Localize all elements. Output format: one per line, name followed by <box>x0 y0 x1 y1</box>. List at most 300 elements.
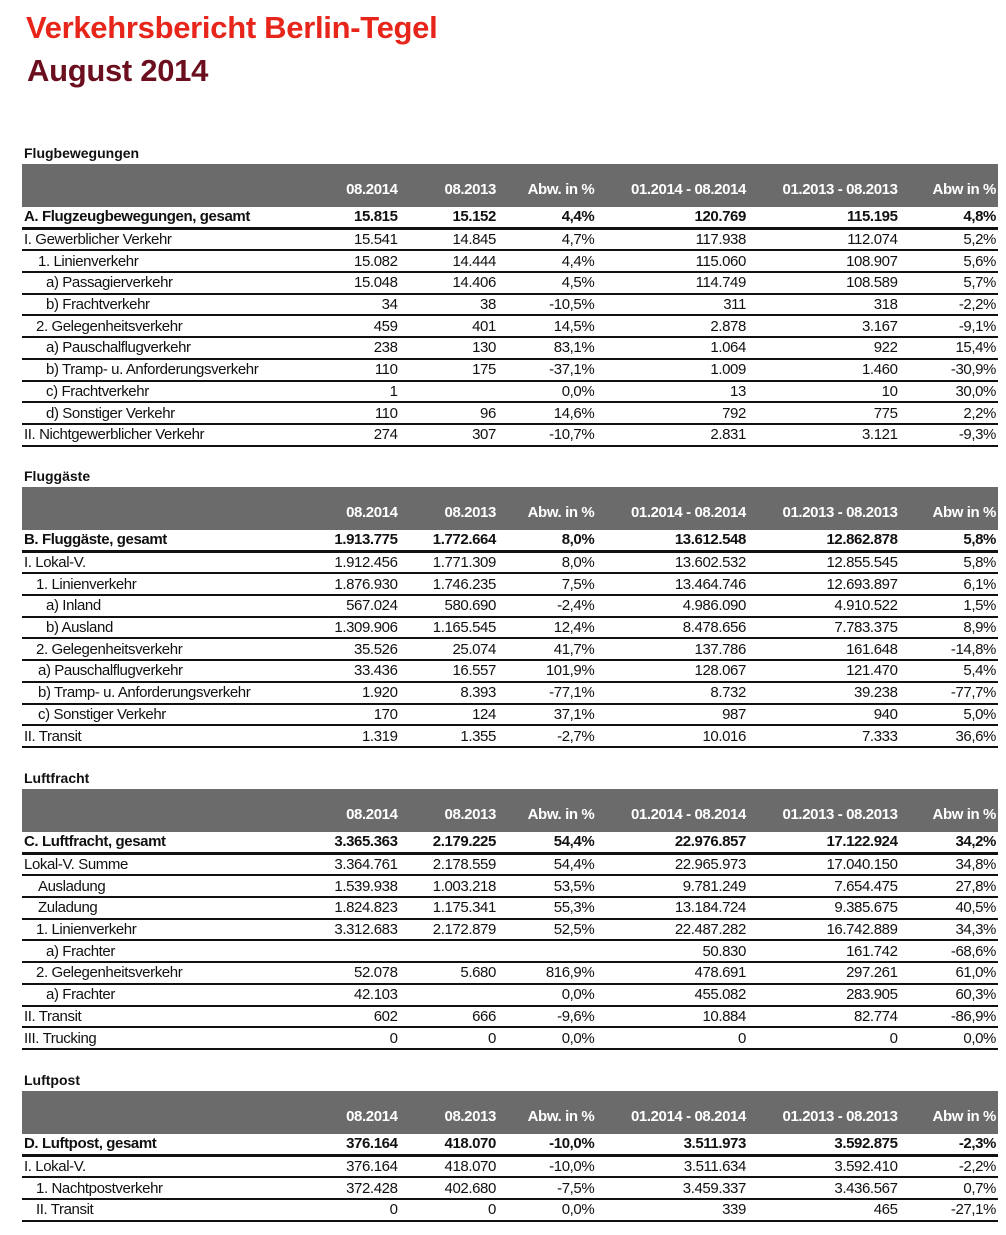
deviation-ytd: -2,3% <box>900 1134 998 1155</box>
deviation-ytd: -68,6% <box>900 940 998 962</box>
value-08-2013: 1.772.664 <box>400 530 498 551</box>
deviation-ytd: 8,9% <box>900 617 998 639</box>
data-table <box>22 1091 998 1222</box>
value-08-2014: 238 <box>301 337 399 359</box>
value-08-2014: 15.815 <box>301 207 399 228</box>
value-08-2014: 52.078 <box>301 962 399 984</box>
column-header: Abw. in % <box>527 1108 595 1125</box>
value-08-2013: 418.070 <box>400 1155 498 1177</box>
table-row <box>22 381 998 403</box>
value-ytd-2014: 455.082 <box>596 984 748 1006</box>
value-ytd-2014: 8.478.656 <box>596 617 748 639</box>
deviation-ytd: -77,7% <box>900 682 998 704</box>
row-label: a) Pauschalflugverkehr <box>22 337 301 359</box>
value-ytd-2014: 1.009 <box>596 359 748 381</box>
value-08-2014: 1.912.456 <box>301 551 399 573</box>
table-row <box>22 1177 998 1199</box>
value-ytd-2014: 128.067 <box>596 660 748 682</box>
table-row <box>22 725 998 747</box>
section-title: Flugbewegungen <box>24 145 140 161</box>
column-header: 01.2013 - 08.2013 <box>782 181 898 198</box>
column-header: 08.2014 <box>346 1108 398 1125</box>
table-row <box>22 919 998 941</box>
row-label: I. Lokal-V. <box>22 551 301 573</box>
row-label: II. Transit <box>22 1006 301 1028</box>
row-label: B. Fluggäste, gesamt <box>22 530 301 551</box>
deviation-month: -10,0% <box>498 1134 596 1155</box>
value-ytd-2014: 50.830 <box>596 940 748 962</box>
value-08-2013 <box>400 984 498 1006</box>
value-08-2013: 2.179.225 <box>400 832 498 853</box>
deviation-ytd: 0,0% <box>900 1027 998 1049</box>
deviation-month: -9,6% <box>498 1006 596 1028</box>
deviation-ytd: 40,5% <box>900 897 998 919</box>
value-ytd-2013: 940 <box>748 704 900 726</box>
value-08-2014: 1.876.930 <box>301 573 399 595</box>
value-ytd-2014: 22.487.282 <box>596 919 748 941</box>
deviation-month: -2,7% <box>498 725 596 747</box>
column-header: Abw in % <box>932 806 996 823</box>
row-label: b) Frachtverkehr <box>22 294 301 316</box>
value-08-2014: 170 <box>301 704 399 726</box>
table-row <box>22 402 998 424</box>
deviation-ytd: 27,8% <box>900 875 998 897</box>
table-row <box>22 853 998 875</box>
value-ytd-2013: 112.074 <box>748 228 900 250</box>
row-label: d) Sonstiger Verkehr <box>22 402 301 424</box>
row-label: II. Nichtgewerblicher Verkehr <box>22 424 301 446</box>
value-08-2014: 376.164 <box>301 1134 399 1155</box>
table-row <box>22 315 998 337</box>
value-ytd-2014: 478.691 <box>596 962 748 984</box>
value-08-2013: 16.557 <box>400 660 498 682</box>
deviation-ytd: 15,4% <box>900 337 998 359</box>
value-08-2014: 1.319 <box>301 725 399 747</box>
column-header: 01.2014 - 08.2014 <box>630 806 746 823</box>
value-08-2014: 15.541 <box>301 228 399 250</box>
value-08-2013: 307 <box>400 424 498 446</box>
row-label: II. Transit <box>22 1199 301 1221</box>
value-08-2014: 1.824.823 <box>301 897 399 919</box>
value-ytd-2013: 115.195 <box>748 207 900 228</box>
value-08-2014: 42.103 <box>301 984 399 1006</box>
value-08-2013: 1.165.545 <box>400 617 498 639</box>
value-ytd-2014: 10.016 <box>596 725 748 747</box>
value-ytd-2013: 318 <box>748 294 900 316</box>
row-label: 2. Gelegenheitsverkehr <box>22 962 301 984</box>
value-ytd-2013: 16.742.889 <box>748 919 900 941</box>
table-row <box>22 682 998 704</box>
deviation-ytd: 5,8% <box>900 551 998 573</box>
column-header: 08.2013 <box>444 1108 496 1125</box>
deviation-ytd: -9,1% <box>900 315 998 337</box>
value-ytd-2014: 2.831 <box>596 424 748 446</box>
value-08-2014: 1.539.938 <box>301 875 399 897</box>
value-ytd-2014: 13.464.746 <box>596 573 748 595</box>
value-08-2013: 15.152 <box>400 207 498 228</box>
section-title: Luftfracht <box>24 770 90 786</box>
row-label: 2. Gelegenheitsverkehr <box>22 638 301 660</box>
value-08-2014: 376.164 <box>301 1155 399 1177</box>
deviation-month: 55,3% <box>498 897 596 919</box>
row-label: D. Luftpost, gesamt <box>22 1134 301 1155</box>
column-header: 01.2014 - 08.2014 <box>630 1108 746 1125</box>
deviation-ytd: 5,2% <box>900 228 998 250</box>
row-label: I. Gewerblicher Verkehr <box>22 228 301 250</box>
value-08-2013: 96 <box>400 402 498 424</box>
value-ytd-2014: 13.612.548 <box>596 530 748 551</box>
deviation-month: 0,0% <box>498 381 596 403</box>
deviation-ytd: -30,9% <box>900 359 998 381</box>
deviation-ytd: -2,2% <box>900 1155 998 1177</box>
deviation-month: 8,0% <box>498 551 596 573</box>
deviation-month: 816,9% <box>498 962 596 984</box>
value-ytd-2013: 1.460 <box>748 359 900 381</box>
value-ytd-2014: 987 <box>596 704 748 726</box>
column-header: Abw in % <box>932 504 996 521</box>
value-08-2013 <box>400 940 498 962</box>
column-header: 01.2013 - 08.2013 <box>782 1108 898 1125</box>
column-header: 08.2014 <box>346 504 398 521</box>
table-row <box>22 424 998 446</box>
value-ytd-2014: 339 <box>596 1199 748 1221</box>
deviation-ytd: 6,1% <box>900 573 998 595</box>
deviation-month: 54,4% <box>498 832 596 853</box>
table-row <box>22 595 998 617</box>
table-row <box>22 875 998 897</box>
row-label: Lokal-V. Summe <box>22 853 301 875</box>
value-08-2013: 0 <box>400 1199 498 1221</box>
value-ytd-2014: 311 <box>596 294 748 316</box>
value-08-2013: 1.175.341 <box>400 897 498 919</box>
value-ytd-2013: 82.774 <box>748 1006 900 1028</box>
report-title: Verkehrsbericht Berlin-Tegel <box>26 10 438 45</box>
value-08-2014: 35.526 <box>301 638 399 660</box>
value-ytd-2013: 465 <box>748 1199 900 1221</box>
deviation-month <box>498 940 596 962</box>
value-08-2013 <box>400 381 498 403</box>
value-08-2013: 0 <box>400 1027 498 1049</box>
column-header: 08.2013 <box>444 504 496 521</box>
value-08-2014: 1.920 <box>301 682 399 704</box>
column-header: Abw. in % <box>527 806 595 823</box>
value-ytd-2013: 17.122.924 <box>748 832 900 853</box>
row-label: I. Lokal-V. <box>22 1155 301 1177</box>
value-08-2014: 274 <box>301 424 399 446</box>
deviation-ytd: 61,0% <box>900 962 998 984</box>
table-header-row <box>22 487 998 530</box>
column-header: 01.2013 - 08.2013 <box>782 806 898 823</box>
column-header: 08.2014 <box>346 806 398 823</box>
total-row <box>22 530 998 551</box>
value-ytd-2013: 3.592.875 <box>748 1134 900 1155</box>
value-ytd-2014: 3.459.337 <box>596 1177 748 1199</box>
report-subtitle: August 2014 <box>27 53 209 88</box>
value-08-2014: 3.312.683 <box>301 919 399 941</box>
value-ytd-2013: 4.910.522 <box>748 595 900 617</box>
data-table <box>22 487 998 748</box>
row-label: II. Transit <box>22 725 301 747</box>
deviation-month: 4,4% <box>498 207 596 228</box>
deviation-month: 52,5% <box>498 919 596 941</box>
value-08-2013: 14.406 <box>400 272 498 294</box>
value-08-2014 <box>301 940 399 962</box>
column-header: Abw in % <box>932 181 996 198</box>
table-row <box>22 1006 998 1028</box>
value-08-2014: 1.913.775 <box>301 530 399 551</box>
row-label: a) Frachter <box>22 984 301 1006</box>
value-ytd-2013: 17.040.150 <box>748 853 900 875</box>
section-luftfracht <box>22 770 998 1050</box>
value-08-2014: 110 <box>301 402 399 424</box>
value-ytd-2014: 22.976.857 <box>596 832 748 853</box>
value-08-2014: 34 <box>301 294 399 316</box>
table-row <box>22 294 998 316</box>
column-header: 01.2013 - 08.2013 <box>782 504 898 521</box>
value-ytd-2014: 8.732 <box>596 682 748 704</box>
value-08-2014: 110 <box>301 359 399 381</box>
deviation-month: 4,4% <box>498 250 596 272</box>
deviation-ytd: 4,8% <box>900 207 998 228</box>
value-ytd-2014: 13.184.724 <box>596 897 748 919</box>
value-ytd-2014: 1.064 <box>596 337 748 359</box>
deviation-ytd: 5,7% <box>900 272 998 294</box>
row-label: C. Luftfracht, gesamt <box>22 832 301 853</box>
value-08-2013: 130 <box>400 337 498 359</box>
value-08-2013: 580.690 <box>400 595 498 617</box>
deviation-ytd: 60,3% <box>900 984 998 1006</box>
table-row <box>22 272 998 294</box>
value-ytd-2013: 39.238 <box>748 682 900 704</box>
value-ytd-2013: 297.261 <box>748 962 900 984</box>
value-ytd-2014: 120.769 <box>596 207 748 228</box>
row-label: III. Trucking <box>22 1027 301 1049</box>
table-row <box>22 962 998 984</box>
data-table <box>22 164 998 447</box>
value-ytd-2014: 13 <box>596 381 748 403</box>
deviation-ytd: 5,6% <box>900 250 998 272</box>
value-08-2014: 602 <box>301 1006 399 1028</box>
value-08-2014: 1 <box>301 381 399 403</box>
value-ytd-2013: 161.648 <box>748 638 900 660</box>
value-ytd-2014: 9.781.249 <box>596 875 748 897</box>
table-row <box>22 228 998 250</box>
deviation-ytd: -2,2% <box>900 294 998 316</box>
value-08-2014: 372.428 <box>301 1177 399 1199</box>
row-label: Ausladung <box>22 875 301 897</box>
deviation-month: -77,1% <box>498 682 596 704</box>
value-08-2014: 33.436 <box>301 660 399 682</box>
deviation-month: 54,4% <box>498 853 596 875</box>
value-08-2014: 567.024 <box>301 595 399 617</box>
value-ytd-2014: 0 <box>596 1027 748 1049</box>
deviation-month: -7,5% <box>498 1177 596 1199</box>
deviation-ytd: 5,0% <box>900 704 998 726</box>
row-label: c) Sonstiger Verkehr <box>22 704 301 726</box>
row-label: a) Inland <box>22 595 301 617</box>
value-08-2013: 2.178.559 <box>400 853 498 875</box>
row-label: c) Frachtverkehr <box>22 381 301 403</box>
table-row <box>22 551 998 573</box>
value-ytd-2014: 10.884 <box>596 1006 748 1028</box>
deviation-ytd: -14,8% <box>900 638 998 660</box>
row-label: a) Pauschalflugverkehr <box>22 660 301 682</box>
table-row <box>22 638 998 660</box>
deviation-ytd: 30,0% <box>900 381 998 403</box>
value-08-2013: 8.393 <box>400 682 498 704</box>
column-header <box>22 789 301 832</box>
value-08-2014: 15.048 <box>301 272 399 294</box>
table-row <box>22 704 998 726</box>
value-08-2013: 1.003.218 <box>400 875 498 897</box>
row-label: a) Passagierverkehr <box>22 272 301 294</box>
value-08-2013: 14.845 <box>400 228 498 250</box>
value-ytd-2013: 7.654.475 <box>748 875 900 897</box>
value-ytd-2014: 13.602.532 <box>596 551 748 573</box>
row-label: b) Ausland <box>22 617 301 639</box>
column-header: Abw. in % <box>527 181 595 198</box>
deviation-month: 4,5% <box>498 272 596 294</box>
table-header-row <box>22 164 998 207</box>
table-row <box>22 337 998 359</box>
value-08-2013: 14.444 <box>400 250 498 272</box>
value-ytd-2013: 10 <box>748 381 900 403</box>
section-flugbewegungen <box>22 145 998 447</box>
row-label: 2. Gelegenheitsverkehr <box>22 315 301 337</box>
table-row <box>22 359 998 381</box>
column-header: 01.2014 - 08.2014 <box>630 504 746 521</box>
deviation-month: 7,5% <box>498 573 596 595</box>
table-row <box>22 573 998 595</box>
row-label: 1. Linienverkehr <box>22 919 301 941</box>
value-08-2013: 666 <box>400 1006 498 1028</box>
column-header <box>22 487 301 530</box>
value-ytd-2014: 137.786 <box>596 638 748 660</box>
value-ytd-2014: 115.060 <box>596 250 748 272</box>
value-ytd-2013: 108.589 <box>748 272 900 294</box>
deviation-month: 53,5% <box>498 875 596 897</box>
deviation-month: -37,1% <box>498 359 596 381</box>
deviation-month: 41,7% <box>498 638 596 660</box>
value-ytd-2013: 12.693.897 <box>748 573 900 595</box>
value-ytd-2013: 7.783.375 <box>748 617 900 639</box>
value-08-2013: 402.680 <box>400 1177 498 1199</box>
deviation-month: 12,4% <box>498 617 596 639</box>
value-ytd-2014: 114.749 <box>596 272 748 294</box>
deviation-month: -10,7% <box>498 424 596 446</box>
deviation-ytd: 34,3% <box>900 919 998 941</box>
value-ytd-2013: 775 <box>748 402 900 424</box>
deviation-month: 8,0% <box>498 530 596 551</box>
value-ytd-2013: 922 <box>748 337 900 359</box>
value-08-2013: 1.771.309 <box>400 551 498 573</box>
value-08-2013: 1.746.235 <box>400 573 498 595</box>
deviation-ytd: -86,9% <box>900 1006 998 1028</box>
value-08-2013: 175 <box>400 359 498 381</box>
value-08-2013: 25.074 <box>400 638 498 660</box>
table-header-row <box>22 789 998 832</box>
table-row <box>22 1155 998 1177</box>
value-ytd-2014: 4.986.090 <box>596 595 748 617</box>
value-ytd-2013: 3.436.567 <box>748 1177 900 1199</box>
value-ytd-2013: 9.385.675 <box>748 897 900 919</box>
row-label: b) Tramp- u. Anforderungsverkehr <box>22 359 301 381</box>
deviation-month: -10,5% <box>498 294 596 316</box>
deviation-ytd: 34,8% <box>900 853 998 875</box>
deviation-ytd: 0,7% <box>900 1177 998 1199</box>
section-title: Luftpost <box>24 1072 80 1088</box>
total-row <box>22 832 998 853</box>
table-row <box>22 940 998 962</box>
column-header <box>22 164 301 207</box>
value-ytd-2013: 7.333 <box>748 725 900 747</box>
value-ytd-2013: 283.905 <box>748 984 900 1006</box>
deviation-month: 14,5% <box>498 315 596 337</box>
section-luftpost <box>22 1072 998 1222</box>
row-label: b) Tramp- u. Anforderungsverkehr <box>22 682 301 704</box>
column-header: Abw. in % <box>527 504 595 521</box>
table-row <box>22 660 998 682</box>
deviation-month: 0,0% <box>498 1199 596 1221</box>
deviation-month: 14,6% <box>498 402 596 424</box>
row-label: a) Frachter <box>22 940 301 962</box>
value-08-2014: 1.309.906 <box>301 617 399 639</box>
table-row <box>22 897 998 919</box>
deviation-month: 4,7% <box>498 228 596 250</box>
value-ytd-2013: 3.121 <box>748 424 900 446</box>
deviation-ytd: 36,6% <box>900 725 998 747</box>
section-title: Fluggäste <box>24 468 91 484</box>
value-08-2013: 401 <box>400 315 498 337</box>
value-08-2014: 3.364.761 <box>301 853 399 875</box>
deviation-month: 83,1% <box>498 337 596 359</box>
value-ytd-2013: 121.470 <box>748 660 900 682</box>
value-08-2013: 124 <box>400 704 498 726</box>
section-fluggaeste <box>22 468 998 748</box>
value-ytd-2013: 12.862.878 <box>748 530 900 551</box>
table-row <box>22 984 998 1006</box>
deviation-ytd: 2,2% <box>900 402 998 424</box>
deviation-ytd: 1,5% <box>900 595 998 617</box>
table-header-row <box>22 1091 998 1134</box>
value-ytd-2014: 22.965.973 <box>596 853 748 875</box>
value-08-2013: 418.070 <box>400 1134 498 1155</box>
deviation-month: 37,1% <box>498 704 596 726</box>
row-label: A. Flugzeugbewegungen, gesamt <box>22 207 301 228</box>
column-header: 01.2014 - 08.2014 <box>630 181 746 198</box>
row-label: 1. Linienverkehr <box>22 573 301 595</box>
deviation-month: 0,0% <box>498 1027 596 1049</box>
total-row <box>22 207 998 228</box>
value-08-2014: 3.365.363 <box>301 832 399 853</box>
value-ytd-2014: 3.511.973 <box>596 1134 748 1155</box>
value-08-2014: 0 <box>301 1027 399 1049</box>
value-08-2014: 459 <box>301 315 399 337</box>
column-header: Abw in % <box>932 1108 996 1125</box>
value-ytd-2013: 108.907 <box>748 250 900 272</box>
column-header: 08.2014 <box>346 181 398 198</box>
value-ytd-2013: 3.592.410 <box>748 1155 900 1177</box>
deviation-month: 101,9% <box>498 660 596 682</box>
value-ytd-2013: 0 <box>748 1027 900 1049</box>
row-label: 1. Nachtpostverkehr <box>22 1177 301 1199</box>
table-row <box>22 1199 998 1221</box>
row-label: 1. Linienverkehr <box>22 250 301 272</box>
value-ytd-2013: 12.855.545 <box>748 551 900 573</box>
deviation-ytd: -9,3% <box>900 424 998 446</box>
deviation-month: -10,0% <box>498 1155 596 1177</box>
value-08-2013: 38 <box>400 294 498 316</box>
